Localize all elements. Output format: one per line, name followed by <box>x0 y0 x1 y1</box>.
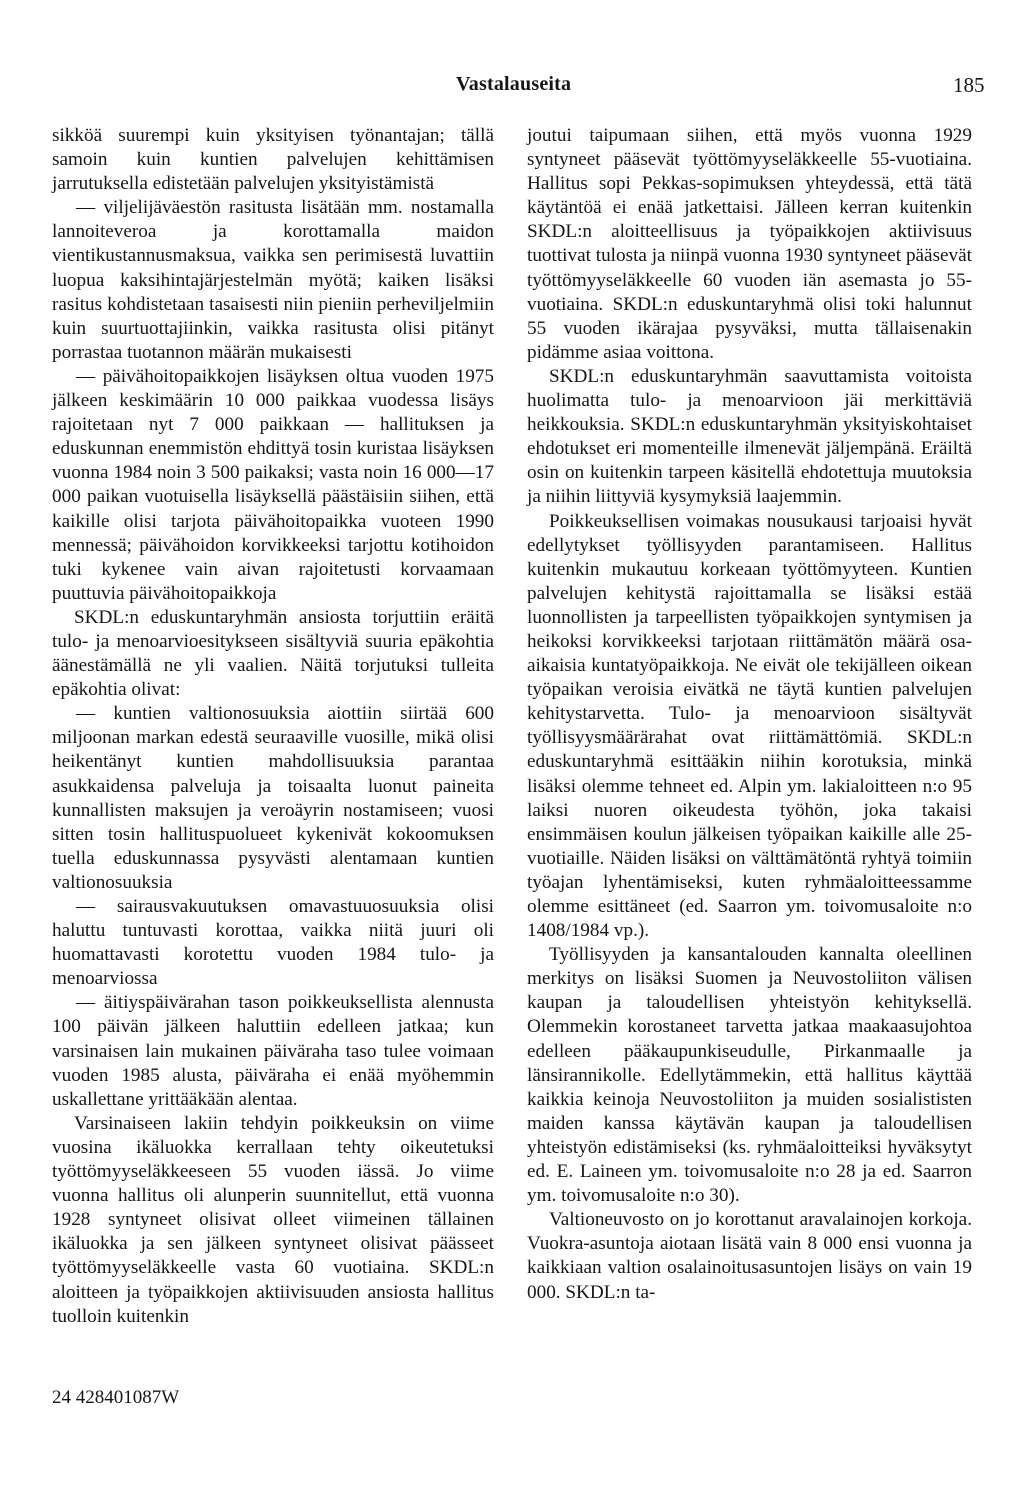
dash-list-item: — kuntien valtionosuuksia aiottiin siirtää 600 miljoonan markan edestä seuraaville vuosille, mikä olisi heikentänyt kuntien mahdollisuuksia parantaa asukkaidensa palveluja ja toisaalta luonut paineita kunnallisten maksujen ja veroäyrin nostamiseen; vuosi sitten tosin hallituspuolueet kykenivät kokoomuksen tuella eduskunnassa pysyvästi alentamaan kuntien valtionosuuksia <box>52 703 494 893</box>
dash-list-item: — viljelijäväestön rasitusta lisätään mm. nostamalla lannoiteveroa ja korottamalla maidon vientikustannusmaksua, vaikka sen perimisestä luvattiin luopua kaksihintajärjestelmän myötä; kaiken lisäksi rasitus kohdistetaan tasaisesti niin pieniin perheviljelmiin kuin suurtuottajiinkin, vaikka rasitusta olisi pitänyt porrastaa tuotannon määrän mukaisesti <box>52 197 494 363</box>
running-title: Vastalauseita <box>456 73 572 95</box>
paragraph: Varsinaiseen lakiin tehdyin poikkeuksin on viime vuosina ikäluokka kerrallaan tehty oikeutetuksi työttömyyseläkkeeseen 55 vuoden iässä. Jo viime vuonna hallitus oli alunperin suunnitellut, että vuonna 1928 syntyneet olisivat olleet viimeinen tällainen ikäluokka ja sen jälkeen syntyneet olisivat päässeet työttömyyseläkkeelle vasta 60 vuotiaina. SKDL:n aloitteen ja työpaikkojen aktiivisuuden ansiosta hallitus tuolloin kuitenkin <box>52 1112 494 1327</box>
paragraph: SKDL:n eduskuntaryhmän ansiosta torjuttiin eräitä tulo- ja menoarvioesitykseen sisältyviä suuria epäkohtia äänestämällä ne yli vaalien. Näitä torjutuksi tulleita epäkohtia olivat: <box>52 606 494 701</box>
paragraph: Valtioneuvosto on jo korottanut aravalainojen korkoja. Vuokra-asuntoja aiotaan lisätä vain 8 000 ensi vuonna ja kaikkiaan valtion osalainoitusasuntojen lisäys on vain 19 000. SKDL:n ta- <box>527 1209 972 1303</box>
dash-list-item: — äitiyspäivärahan tason poikkeuksellista alennusta 100 päivän jälkeen haluttiin edelleen jatkaa; kun varsinaisen lain mukainen päiväraha taso tulee voimaan vuoden 1985 alusta, päiväraha ei enää myöhemmin uskallettane yrittääkään alentaa. <box>52 992 494 1110</box>
right-column <box>527 124 972 1305</box>
left-column <box>52 124 494 1329</box>
paragraph: sikköä suurempi kuin yksityisen työnantajan; tällä samoin kuin kuntien palvelujen kehittämisen jarrutuksella edistetään palvelujen yksityistämistä <box>52 125 494 195</box>
dash-list-item: — päivähoitopaikkojen lisäyksen oltua vuoden 1975 jälkeen keskimäärin 10 000 paikkaa vuodessa lisäys rajoitetaan nyt 7 000 paikkaan — hallituksen ja eduskunnan enemmistön ehdittyä tosin kuristaa lisäyksen vuonna 1984 noin 3 500 paikaksi; vasta noin 16 000—17 000 paikan vuotuisella lisäyksellä päästäisiin siihen, että kaikille olisi tarjota päivähoitopaikka vuoteen 1990 mennessä; päivähoidon korvikkeeksi tarjottu kotihoidon tuki kykenee vain aivan rajoitetusti korvaamaan puuttuvia päivähoitopaikkoja <box>52 365 494 604</box>
paragraph: joutui taipumaan siihen, että myös vuonna 1929 syntyneet pääsevät työttömyyseläkkeelle 55-vuotiaina. Hallitus sopi Pekkas-sopimuksen yhteydessä, että tätä käytäntöä ei enää jatkettaisi. Jälleen kerran kuitenkin SKDL:n aloitteellisuus ja työpaikkojen aktiivisuus tuottivat tulosta ja niinpä vuonna 1930 syntyneet pääsevät työttömyyseläkkeelle 60 vuoden iän asemasta jo 55-vuotiaina. SKDL:n eduskuntaryhmä olisi toki halunnut 55 vuoden ikärajaa pysyväksi, mutta tällaisenakin pidämme asiaa voittona. <box>527 125 972 363</box>
dash-list-item: — sairausvakuutuksen omavastuuosuuksia olisi haluttu tuntuvasti korottaa, vaikka niitä juuri oli huomattavasti korotettu vuoden 1984 tulo- ja menoarviossa <box>52 896 494 990</box>
page-footer: 24 428401087W <box>52 1387 180 1408</box>
paragraph: Työllisyyden ja kansantalouden kannalta oleellinen merkitys on lisäksi Suomen ja Neuvostoliiton välisen kaupan ja taloudellisen yhteistyön kehityksellä. Olemmekin korostaneet tarvetta jatkaa maakaasujohtoa edelleen pääkaupunkiseudulle, Pirkanmaalle ja länsirannikolle. Edellytämmekin, että hallitus käyttää kaikkia keinoja Neuvostoliiton ja muiden sosialististen maiden kanssa käytävän kaupan ja taloudellisen yhteistyön edistämiseksi (ks. ryhmäaloitteiksi hyväksytyt ed. E. Laineen ym. toivomusaloite n:o 28 ja ed. Saarron ym. toivomusaloite n:o 30). <box>527 944 972 1207</box>
paragraph: SKDL:n eduskuntaryhmän saavuttamista voitoista huolimatta tulo- ja menoarvioon jäi merkittäviä heikkouksia. SKDL:n eduskuntaryhmän yksityiskohtaiset ehdotukset eri momenteille ilmenevät jäljempänä. Eräiltä osin on kuitenkin tarpeen käsitellä ehdotettuja muutoksia ja niihin liittyviä kysymyksiä laajemmin. <box>527 365 972 508</box>
page-header <box>0 73 1024 101</box>
paragraph: Poikkeuksellisen voimakas nousukausi tarjoaisi hyvät edellytykset työllisyyden parantamiseen. Hallitus kuitenkin mukautuu korkeaan työttömyyteen. Kuntien palvelujen kehitystä rajoittamalla se lisäksi estää luonnollisten ja tarpeellisten työpaikkojen syntymisen ja heikoksi korvikkeeksi tarjotaan riittämätön määrä osa-aikaisia kuntatyöpaikkoja. Ne eivät ole tekijälleen oikean työpaikan veroisia eivätkä ne täytä kuntien palvelujen kehitystarvetta. Tulo- ja menoarvioon sisältyvät työllisyysmäärärahat ovat riittämättömiä. SKDL:n eduskuntaryhmä esittääkin niihin korotuksia, minkä lisäksi olemme tehneet ed. Alpin ym. lakialoitteen n:o 95 laiksi nuoren oikeudesta työhön, joka takaisi ensimmäisen koulun jälkeisen työpaikan kaikille alle 25-vuotiaille. Näiden lisäksi on välttämätöntä ryhtyä toimiin työajan lyhentämiseksi, kuten ryhmäaloitteessamme olemme esittäneet (ed. Saarron ym. toivomusaloite n:o 1408/1984 vp.). <box>527 510 972 942</box>
page-number: 185 <box>953 73 985 97</box>
